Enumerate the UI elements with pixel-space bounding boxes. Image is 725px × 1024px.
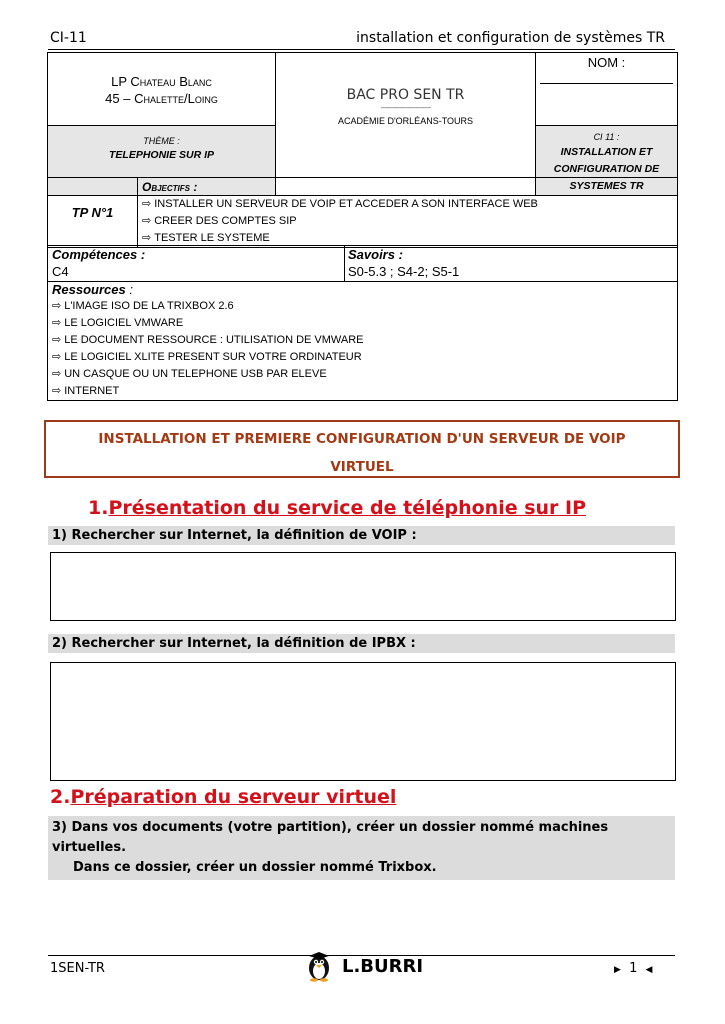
section-1-title: Présentation du service de téléphonie sur IP <box>108 497 587 519</box>
section-2-number: 2. <box>50 786 71 808</box>
question-1: 1) Rechercher sur Internet, la définition de VOIP : <box>48 526 675 545</box>
savoirs-label: Savoirs : <box>348 247 403 262</box>
school-cell <box>48 53 276 126</box>
school-name: LP Chateau Blanc <box>111 74 212 89</box>
answer-box-voip[interactable] <box>50 552 676 621</box>
resource-item: ⇨ LE LOGICIEL VMWARE <box>52 317 184 329</box>
resource-item: ⇨ L'IMAGE ISO DE LA TRIXBOX 2.6 <box>52 300 234 312</box>
footer-author: L.BURRI <box>342 956 424 977</box>
section-2-heading <box>50 786 396 808</box>
objectif-item: ⇨ INSTALLER UN SERVEUR DE VOIP ET ACCEDER A SON INTERFACE WEB <box>142 198 538 210</box>
arrow-right-icon: ⇨ <box>52 385 62 397</box>
header-ci-code: CI-11 <box>50 30 87 46</box>
banner-line-2: VIRTUEL <box>330 459 394 475</box>
arrow-right-icon: ⇨ <box>52 351 62 363</box>
competences-value: C4 <box>52 264 69 279</box>
arrow-right-icon: ⇨ <box>52 368 62 380</box>
ci-label: CI 11 : <box>593 132 620 142</box>
school-city: 45 – Chalette/Loing <box>105 91 218 106</box>
objectif-item: ⇨ TESTER LE SYSTEME <box>142 232 270 244</box>
title-banner <box>44 420 680 478</box>
header-divider <box>48 49 675 50</box>
resource-item: ⇨ LE LOGICIEL XLITE PRESENT SUR VOTRE ORDINATEUR <box>52 351 362 363</box>
nom-field[interactable] <box>540 83 673 84</box>
objectif-item: ⇨ CREER DES COMPTES SIP <box>142 215 297 227</box>
resources-label: Ressources <box>52 282 126 297</box>
competences-label: Compétences : <box>52 247 146 262</box>
triangle-icon: ◀ <box>645 965 653 975</box>
header-course-title: installation et configuration de systèmes TR <box>356 30 665 46</box>
question-3-line-2: Dans ce dossier, créer un dossier nommé Trixbox. <box>73 860 437 875</box>
question-3 <box>48 816 675 880</box>
resource-item: ⇨ INTERNET <box>52 385 120 397</box>
academy-name: ACADÉMIE D'ORLÉANS-TOURS <box>337 116 474 126</box>
footer-page <box>614 961 652 976</box>
objectifs-cell <box>138 178 678 248</box>
section-1-heading <box>88 497 586 519</box>
diploma-title: BAC PRO SEN TR <box>346 87 465 103</box>
nom-label: NOM : <box>587 55 626 70</box>
answer-box-ipbx[interactable] <box>50 662 676 781</box>
diploma-cell <box>276 53 536 196</box>
resources-cell: Ressources : ⇨ L'IMAGE ISO DE LA TRIXBOX 2.6 ⇨ LE LOGICIEL VMWARE ⇨ LE DOCUMENT RESSOURCE : UTILISATION DE VMWARE ⇨ LE LOGICIEL XLITE PRESENT SUR VOTRE ORDINATEUR ⇨ UN CASQUE OU UN TELEPHONE USB PAR ELEVE ⇨ INTERNET <box>48 282 678 401</box>
arrow-right-icon: ⇨ <box>52 300 62 312</box>
objectifs-label: Objectifs : <box>142 180 198 194</box>
resources-table <box>47 281 678 401</box>
skills-table <box>47 245 678 282</box>
resource-item: ⇨ UN CASQUE OU UN TELEPHONE USB PAR ELEVE <box>52 368 327 380</box>
section-1-number: 1. <box>88 497 109 519</box>
page-number: 1 <box>629 961 638 976</box>
header-info-table <box>47 52 678 196</box>
resource-item: ⇨ LE DOCUMENT RESSOURCE : UTILISATION DE VMWARE <box>52 334 364 346</box>
tp-number: TP N°1 <box>71 204 114 220</box>
arrow-right-icon: ⇨ <box>52 334 62 346</box>
banner-line-1: INSTALLATION ET PREMIERE CONFIGURATION D'UN SERVEUR DE VOIP <box>98 431 626 447</box>
diploma-divider: ——————— <box>381 103 430 112</box>
competences-cell <box>48 246 345 282</box>
ci-value: INSTALLATION ET CONFIGURATION DE SYSTEMES TR <box>553 146 660 192</box>
savoirs-value: S0-5.3 ; S4-2; S5-1 <box>348 264 460 279</box>
savoirs-cell <box>345 246 678 282</box>
tp-table <box>47 177 678 248</box>
arrow-right-icon: ⇨ <box>142 198 152 210</box>
theme-label: THÈME : <box>143 136 180 146</box>
section-2-title: Préparation du serveur virtuel <box>70 786 397 808</box>
question-2: 2) Rechercher sur Internet, la définition de IPBX : <box>48 634 675 653</box>
theme-value: TELEPHONIE SUR IP <box>108 149 214 161</box>
nom-cell <box>536 53 678 126</box>
question-3-line-1: 3) Dans vos documents (votre partition), créer un dossier nommé machines virtuelles. <box>52 820 609 855</box>
tp-number-cell <box>48 178 138 248</box>
arrow-right-icon: ⇨ <box>52 317 62 329</box>
triangle-icon: ▶ <box>614 965 621 975</box>
penguin-icon <box>303 950 335 982</box>
footer-class: 1SEN-TR <box>50 961 105 976</box>
arrow-right-icon: ⇨ <box>142 232 152 244</box>
arrow-right-icon: ⇨ <box>142 215 152 227</box>
